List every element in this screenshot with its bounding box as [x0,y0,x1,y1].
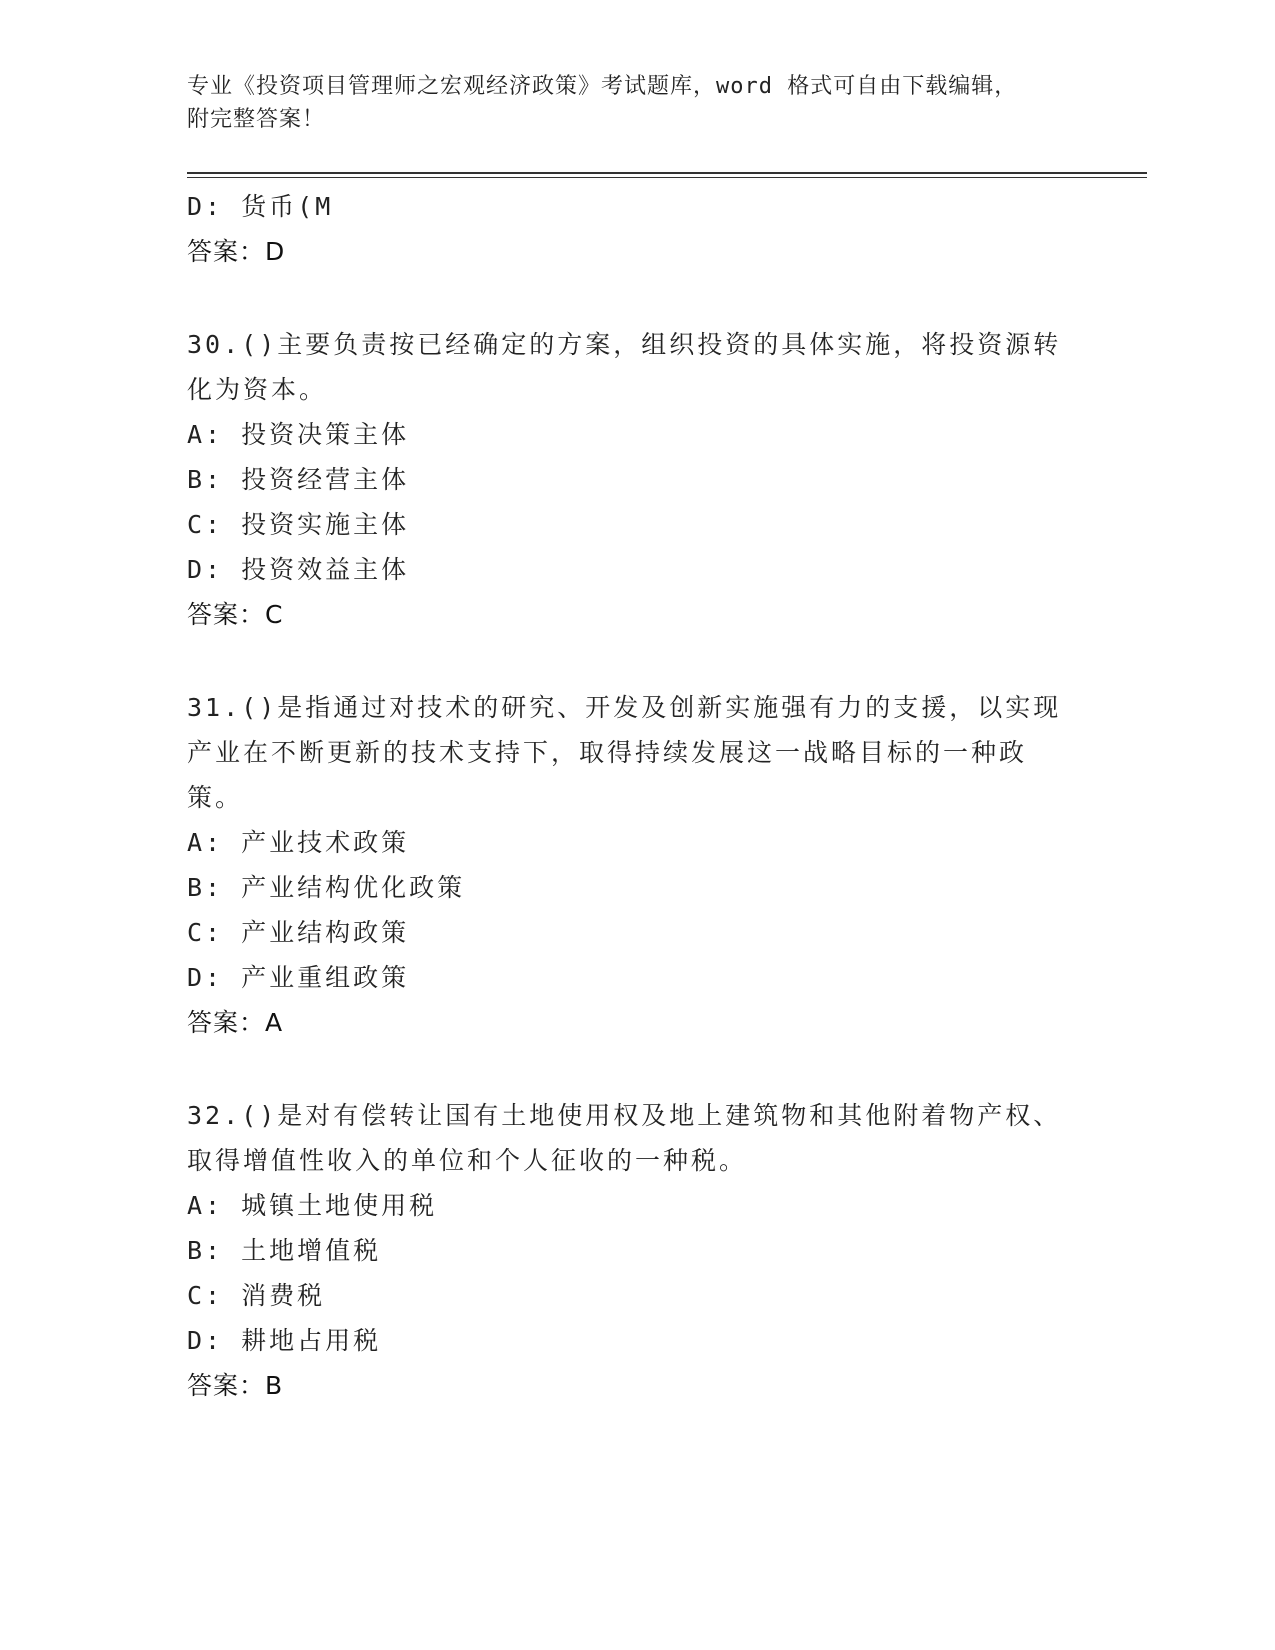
option-d: D: 货币(M [187,192,334,221]
question-32 [187,1093,1147,1408]
carryover-block [187,184,1147,274]
question-30 [187,322,1147,637]
header-divider-thin [187,177,1147,178]
option-a: A: 投资决策主体 [187,420,410,449]
option-b: B: 土地增值税 [187,1236,382,1265]
question-31 [187,685,1147,1045]
answer: 答案：C [187,600,284,629]
answer: 答案：D [187,237,286,266]
option-d: D: 产业重组政策 [187,963,410,992]
header-line-2: 附完整答案！ [187,107,326,132]
option-a: A: 产业技术政策 [187,828,410,857]
option-b: B: 投资经营主体 [187,465,410,494]
option-b: B: 产业结构优化政策 [187,873,466,902]
document-header [187,70,1087,136]
option-c: C: 投资实施主体 [187,510,410,539]
option-a: A: 城镇土地使用税 [187,1191,438,1220]
option-c: C: 产业结构政策 [187,918,410,947]
question-stem: 30.()主要负责按已经确定的方案，组织投资的具体实施，将投资源转化为资本。 [187,330,1062,404]
header-line-1: 专业《投资项目管理师之宏观经济政策》考试题库，word 格式可自由下载编辑， [187,74,1018,99]
option-d: D: 耕地占用税 [187,1326,382,1355]
answer: 答案：A [187,1008,284,1037]
question-stem: 31.()是指通过对技术的研究、开发及创新实施强有力的支援，以实现产业在不断更新的技术支持下，取得持续发展这一战略目标的一种政策。 [187,693,1062,812]
question-stem: 32.()是对有偿转让国有土地使用权及地上建筑物和其他附着物产权、取得增值性收入的单位和个人征收的一种税。 [187,1101,1062,1175]
option-d: D: 投资效益主体 [187,555,410,584]
question-list [187,184,1147,1408]
header-divider [187,172,1147,174]
document-page [187,70,1147,1408]
answer: 答案：B [187,1371,284,1400]
option-c: C: 消费税 [187,1281,326,1310]
